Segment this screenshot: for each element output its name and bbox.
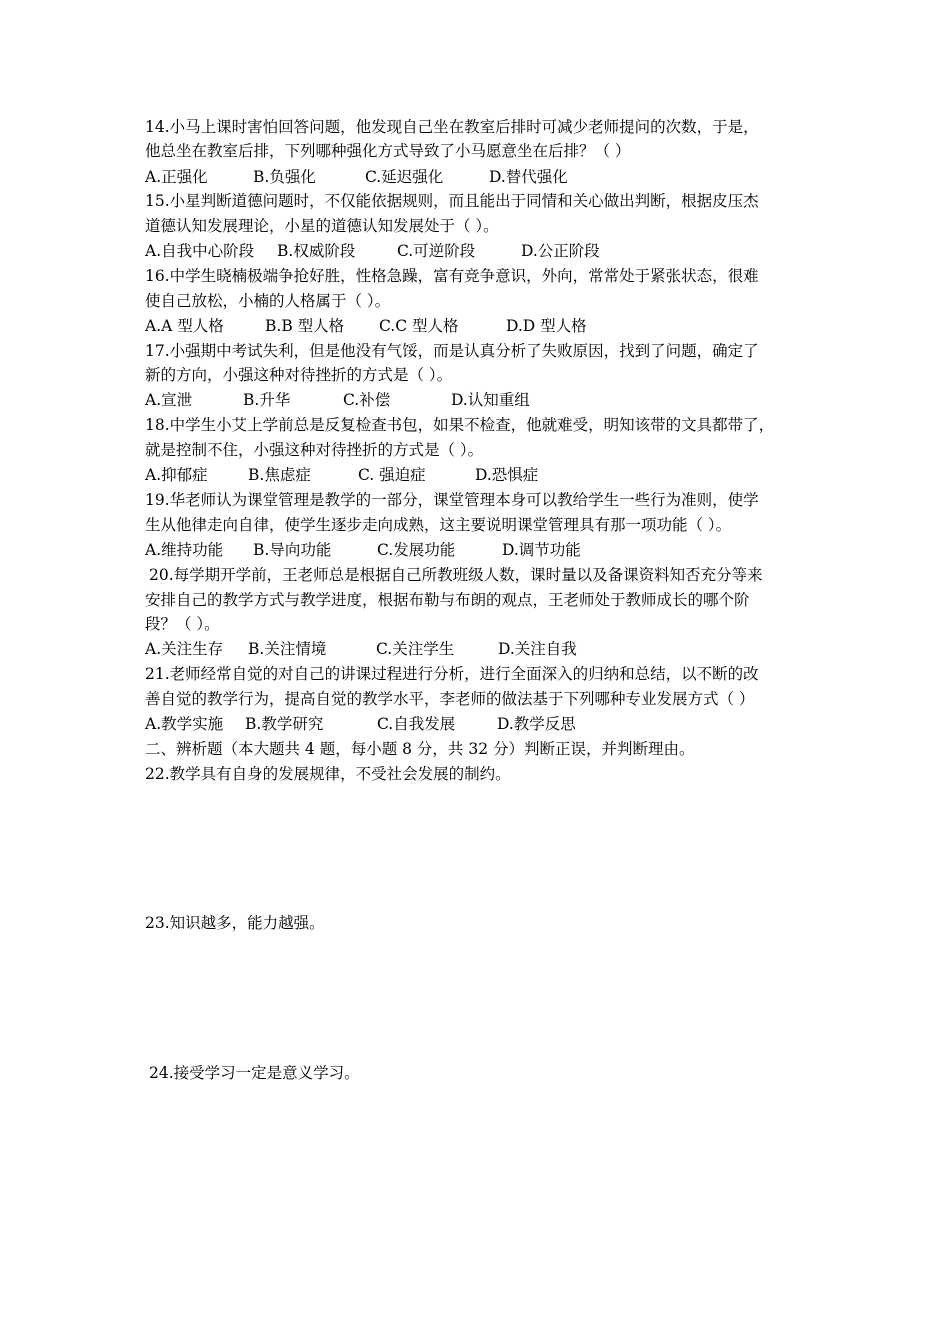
question-18-options <box>145 464 538 486</box>
question-14-line-1: 14.小马上课时害怕回答问题，他发现自己坐在教室后排时可减少老师提问的次数，于是， <box>145 118 759 136</box>
option-a: A.正强化 <box>145 168 208 186</box>
question-24: 24.接受学习一定是意义学习。 <box>149 1064 360 1082</box>
option-a: A.宣泄 <box>145 391 193 409</box>
question-19-line-2: 生从他律走向自律，使学生逐步走向成熟，这主要说明课堂管理具有那一项功能（ ）。 <box>145 516 732 534</box>
option-a: A.自我中心阶段 <box>145 242 255 260</box>
option-a: A.A 型人格 <box>145 317 224 335</box>
question-22: 22.教学具有自身的发展规律，不受社会发展的制约。 <box>145 765 511 783</box>
option-a: A.教学实施 <box>145 715 224 733</box>
option-d: D.恐惧症 <box>475 466 539 484</box>
option-b: B.导向功能 <box>253 541 332 559</box>
option-b: B.焦虑症 <box>248 466 311 484</box>
option-b: B.关注情境 <box>248 640 327 658</box>
option-c: C.C 型人格 <box>379 317 459 335</box>
option-c: C.关注学生 <box>376 640 455 658</box>
question-16-line-1: 16.中学生晓楠极端争抢好胜，性格急躁，富有竞争意识，外向，常常处于紧张状态，很难 <box>145 267 759 285</box>
question-17-options <box>145 389 530 411</box>
option-b: B.升华 <box>243 391 291 409</box>
option-c: C.延迟强化 <box>365 168 444 186</box>
option-b: B.负强化 <box>253 168 316 186</box>
question-21-options <box>145 713 576 735</box>
option-d: D.D 型人格 <box>506 317 587 335</box>
question-16-options <box>145 315 587 337</box>
question-15-options <box>145 240 600 262</box>
question-20-options <box>145 638 577 660</box>
question-20-line-1: 20.每学期开学前，王老师总是根据自己所教班级人数，课时量以及备课资料知否充分等来 <box>149 566 763 584</box>
option-d: D.教学反思 <box>497 715 576 733</box>
option-d: D.公正阶段 <box>521 242 600 260</box>
question-21-line-1: 21.老师经常自觉的对自己的讲课过程进行分析，进行全面深入的归纳和总结，以不断的改 <box>145 665 759 683</box>
question-23: 23.知识越多，能力越强。 <box>145 914 325 932</box>
option-d: D.认知重组 <box>451 391 530 409</box>
option-b: B.教学研究 <box>245 715 324 733</box>
option-d: D.调节功能 <box>502 541 581 559</box>
question-19-line-1: 19.华老师认为课堂管理是教学的一部分，课堂管理本身可以教给学生一些行为准则，使学 <box>145 491 759 509</box>
option-b: B.B 型人格 <box>265 317 345 335</box>
question-18-line-2: 就是控制不住，小强这种对待挫折的方式是（ ）。 <box>145 441 484 459</box>
option-b: B.权威阶段 <box>277 242 356 260</box>
question-20-line-2: 安排自己的教学方式与教学进度，根据布勒与布朗的观点，王老师处于教师成长的哪个阶 <box>145 591 750 609</box>
option-c: C.发展功能 <box>377 541 456 559</box>
question-17-line-1: 17.小强期中考试失利，但是他没有气馁，而是认真分析了失败原因，找到了问题，确定了 <box>145 342 759 360</box>
question-20-line-3: 段？（ ）。 <box>145 615 220 633</box>
option-c: C.自我发展 <box>377 715 456 733</box>
question-16-line-2: 使自己放松，小楠的人格属于（ ）。 <box>145 292 391 310</box>
option-c: C.可逆阶段 <box>397 242 476 260</box>
option-d: D.关注自我 <box>498 640 577 658</box>
question-15-line-2: 道德认知发展理论，小星的道德认知发展处于（ ）。 <box>145 217 499 235</box>
option-a: A.抑郁症 <box>145 466 208 484</box>
option-c: C. 强迫症 <box>358 466 426 484</box>
section-2-heading: 二、辨析题（本大题共 4 题，每小题 8 分，共 32 分）判断正误，并判断理由。 <box>145 740 695 758</box>
option-d: D.替代强化 <box>489 168 568 186</box>
option-a: A.关注生存 <box>145 640 224 658</box>
option-a: A.维持功能 <box>145 541 224 559</box>
question-14-line-2: 他总坐在教室后排，下列哪种强化方式导致了小马愿意坐在后排？（ ） <box>145 142 631 160</box>
question-14-options <box>145 166 568 188</box>
question-17-line-2: 新的方向，小强这种对待挫折的方式是（ ）。 <box>145 366 453 384</box>
question-18-line-1: 18.中学生小艾上学前总是反复检查书包，如果不检查，他就难受，明知该带的文具都带了， <box>145 416 775 434</box>
question-21-line-2: 善自觉的教学行为，提高自觉的教学水平，李老师的做法基于下列哪种专业发展方式（ ） <box>145 690 755 708</box>
question-19-options <box>145 539 581 561</box>
option-c: C.补偿 <box>343 391 391 409</box>
question-15-line-1: 15.小星判断道德问题时，不仅能依据规则，而且能出于同情和关心做出判断，根据皮压杰 <box>145 192 759 210</box>
